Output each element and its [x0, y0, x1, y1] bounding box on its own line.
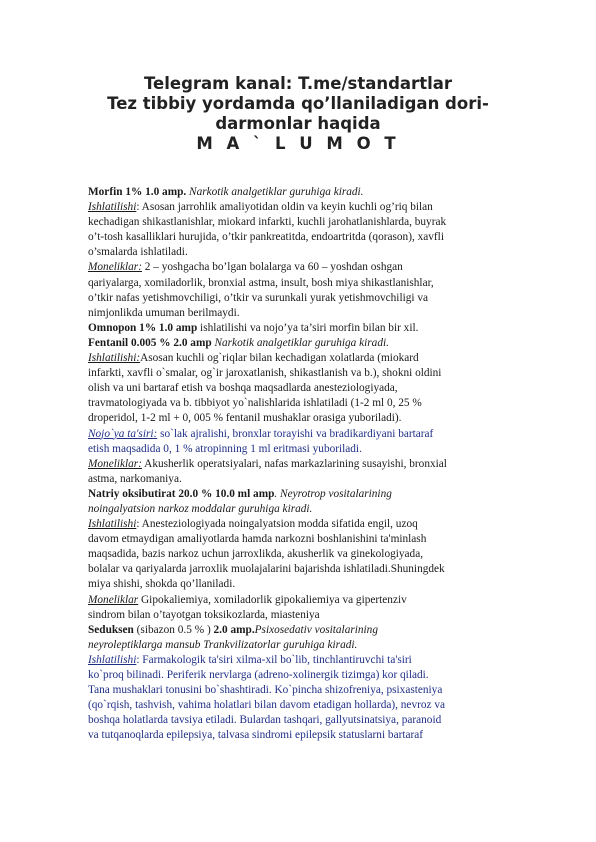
text-line: noingalyatsion narkoz moddalar guruhiga kiradi.: [88, 502, 313, 515]
header-title-line3: darmonlar haqida: [215, 114, 381, 133]
section-label-side-effects: Nojo`ya ta'siri:: [88, 427, 158, 440]
text-line: nimjonlikda umuman berilmaydi.: [88, 306, 240, 319]
text-line: qariyalarga, xomiladorlik, bronxial astma, insult, bosh miya shikastlanishlar,: [88, 276, 434, 289]
text-span: Gipokaliemiya, xomiladorlik gipokaliemiya va gipertenziv: [138, 593, 407, 606]
drug-name-morfin: Morfin 1% 1.0 amp.: [88, 186, 187, 198]
drug-group: Narkotik analgetiklar guruhiga kiradi.: [186, 186, 364, 198]
document-header: [0, 74, 596, 154]
drug-group: Narkotik analgetiklar guruhiga kiradi.: [211, 336, 389, 349]
text-line: sindrom bilan o’tayotgan toksikozlarda, miasteniya: [88, 608, 320, 621]
text-line: maqsadida, bazis narkoz uchun jarroxlikda, akusherlik va ginekologiyada,: [88, 548, 424, 561]
header-title-malumot: M A ` L U M O T: [196, 134, 400, 153]
text-line: neyroleptiklarga mansub Trankvilizatorlar guruhiga kiradi.: [88, 638, 358, 651]
text-line: [88, 517, 533, 532]
section-label-usage: Ishlatilishi: [88, 518, 137, 531]
text-line: o’t-tosh kasalliklari hurujida, o’tkir pankreatitda, endoartritda (qorason), xavfli: [88, 231, 444, 244]
drug-dose: 2.0 amp.: [213, 623, 255, 636]
text-line: [88, 593, 533, 608]
text-line: [88, 321, 533, 336]
section-label-contraindications: Moneliklar:: [88, 457, 142, 470]
drug-name-natriy-oksibutirat: Natriy oksibutirat 20.0 % 10.0 ml amp: [88, 487, 275, 500]
text-line: [88, 457, 533, 472]
text-line: [88, 336, 533, 351]
text-line: miya shishi, shokda qo’llaniladi.: [88, 578, 236, 591]
text-line: Tana mushaklari tonusini bo`shashtiradi. Ko`pincha shizofreniya, psixasteniya: [88, 684, 443, 697]
section-label-usage: Ishlatilishi:: [88, 352, 141, 365]
drug-name-fentanil: Fentanil 0.005 % 2.0 amp: [88, 336, 212, 349]
drug-name-seduksen: Seduksen: [88, 623, 134, 636]
text-line: [88, 351, 533, 366]
text-line: (qo`rqish, tashvish, vahima holatlari bilan davom etadigan hollarda), nevroz va: [88, 699, 445, 712]
text-line: [88, 185, 533, 200]
text-line: etish maqsadida 0, 1 % atropinning 1 ml eritmasi yuboriladi.: [88, 442, 362, 455]
text-line: o’smalarda ishlatiladi.: [88, 246, 188, 259]
drug-group: . Neyrotrop vositalarining: [274, 487, 392, 500]
text-line: [88, 487, 533, 502]
text-line: kechadigan shikastlanishlar, miokard infarkti, kuchli jarohatlanishlarda, buyrak: [88, 216, 447, 229]
text-line: droperidol, 1-2 ml + 0, 005 % fentanil mushaklar orasiga yuboriladi).: [88, 412, 402, 425]
text-span: : Anesteziologiyada noingalyatsion modda sifatida engil, uzoq: [136, 518, 418, 531]
section-label-usage: Ishlatilishi: [88, 201, 137, 214]
header-title-line2: Tez tibbiy yordamda qo’llaniladigan dori-: [107, 94, 489, 113]
text-line: davom etmaydigan amaliyotlarda hamda narkozni boshlanishini ta'minlash: [88, 533, 427, 546]
drug-name-omnopon: Omnopon 1% 1.0 amp: [88, 321, 198, 334]
text-line: astma, narkomaniya.: [88, 472, 182, 485]
text-span: so`lak ajralishi, bronxlar torayishi va bradikardiyani bartaraf: [157, 427, 434, 440]
text-line: o’tkir nafas yetishmovchiligi, o’tkir va surunkali yurak yetishmovchiligi va: [88, 291, 428, 304]
text-span: (sibazon 0.5 % ): [133, 623, 214, 636]
text-line: [88, 260, 533, 275]
text-line: boshqa holatlarda tavsiya etiladi. Bulardan tashqari, gallyutsinatsiya, paranoid: [88, 714, 442, 727]
text-line: [88, 200, 533, 215]
text-line: bolalar va qariyalarda jarroxlik muolajalarini bajarishda ishlatiladi.Shuningdek: [88, 563, 445, 576]
section-label-contraindications: Moneliklar:: [88, 261, 142, 274]
text-line: ko`proq bilinadi. Periferik nervlarga (adreno-xolinergik tizimga) kor qiladi.: [88, 669, 429, 681]
text-span: 2 – yoshgacha bo’lgan bolalarga va 60 – yoshdan oshgan: [141, 261, 403, 274]
text-line: [88, 427, 533, 442]
text-line: va tutqanoqlarda epilepsiya, talvasa sindromi epilepsik statuslarni bartaraf: [88, 729, 424, 742]
header-title-telegram: Telegram kanal: T.me/standartlar: [143, 74, 453, 93]
drug-group: Psixosedativ vositalarining: [254, 623, 378, 636]
text-line: olish va uni bartaraf etish va boshqa maqsadlarda anesteziologiyada,: [88, 382, 398, 395]
text-span: ishlatilishi va nojo’ya ta’siri morfin bilan bir xil.: [197, 321, 419, 334]
document-body: [88, 185, 533, 743]
section-label-usage: Ishlatilishi: [88, 653, 137, 666]
text-span: Akusherlik operatsiyalari, nafas markazlarining susayishi, bronxial: [141, 457, 447, 470]
section-label-contraindications: Moneliklar: [88, 593, 139, 606]
text-line: infarkti, xavfli o`smalar, og`ir jaroxatlanish, shikastlanish va b.), shokni oldini: [88, 367, 442, 380]
text-span: : Asosan jarrohlik amaliyotidan oldin va keyin kuchli og’riq bilan: [136, 201, 433, 214]
text-span: Asosan kuchli og`riqlar bilan kechadigan xolatlarda (miokard: [140, 352, 419, 365]
text-line: [88, 653, 533, 668]
text-span: : Farmakologik ta'siri xilma-xil bo`lib, tinchlantiruvchi ta'siri: [136, 653, 412, 666]
text-line: travmatologiyada va b. tibbiyot yo`nalishlarida ishlatiladi (1-2 ml 0, 25 %: [88, 397, 422, 410]
text-line: [88, 623, 533, 638]
